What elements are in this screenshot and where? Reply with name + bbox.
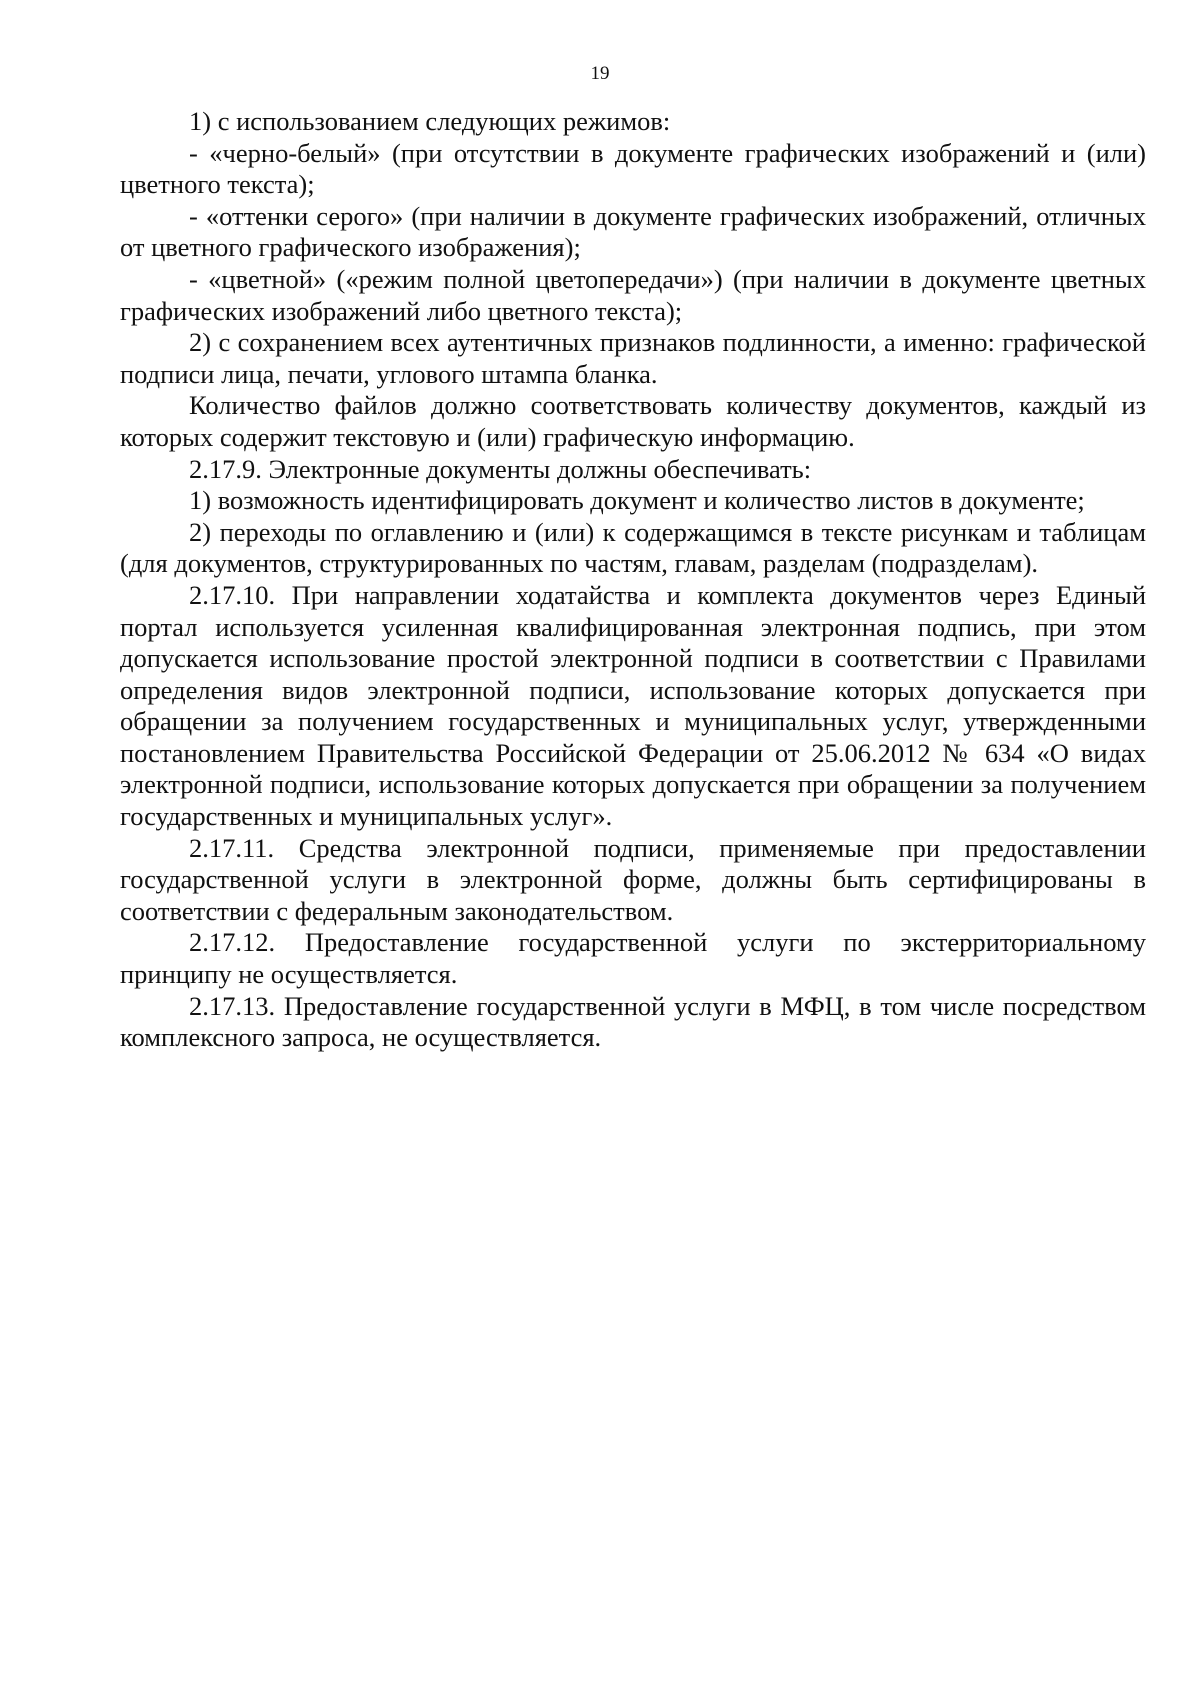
paragraph-file-count: Количество файлов должно соответствовать количеству документов, каждый из которых содержит текстовую и (или) графическую информацию. (120, 390, 1146, 452)
paragraph-2-17-12: 2.17.12. Предоставление государственной услуги по экстерриториальному принципу не осуществляется. (120, 927, 1146, 990)
paragraph-2-17-9: 2.17.9. Электронные документы должны обеспечивать: (189, 453, 812, 484)
paragraph-modes-intro: 1) с использованием следующих режимов: (189, 106, 671, 136)
document-body (120, 106, 1146, 1054)
paragraph-2-17-13: 2.17.13. Предоставление государственной услуги в МФЦ, в том числе посредством комплексного запроса, не осуществляется. (120, 990, 1146, 1053)
paragraph-navigation: 2) переходы по оглавлению и (или) к содержащимся в тексте рисункам и таблицам (для документов, структурированных по частям, главам, разделам (подразделам). (120, 516, 1146, 579)
paragraph-mode-black-white: - «черно-белый» (при отсутствии в документе графических изображений и (или) цветного текста); (120, 137, 1146, 200)
page-number: 19 (590, 63, 610, 84)
paragraph-2-17-10: 2.17.10. При направлении ходатайства и комплекта документов через Единый портал используется усиленная квалифицированная электронная подпись, при этом допускается использование простой электронной подписи в соответствии с Правилами определения видов электронной подписи, использование которых допускается при обращении за получением государственных и муниципальных услуг, утвержденными постановлением Правительства Российской Федерации от 25.06.2012 № 634 «О видах электронной подписи, использование которых допускается при обращении за получением государственных и муниципальных услуг». (120, 579, 1146, 832)
paragraph-authenticity: 2) с сохранением всех аутентичных признаков подлинности, а именно: графической подписи лица, печати, углового штампа бланка. (120, 327, 1146, 389)
paragraph-identify-document: 1) возможность идентифицировать документ и количество листов в документе; (189, 485, 1085, 516)
paragraph-mode-grayscale: - «оттенки серого» (при наличии в документе графических изображений, отличных от цветного графического изображения); (120, 200, 1146, 263)
paragraph-2-17-11: 2.17.11. Средства электронной подписи, применяемые при предоставлении государственной услуги в электронной форме, должны быть сертифицированы в соответствии с федеральным законодательством. (120, 832, 1146, 926)
paragraph-mode-color: - «цветной» («режим полной цветопередачи») (при наличии в документе цветных графических изображений либо цветного текста); (120, 263, 1146, 326)
